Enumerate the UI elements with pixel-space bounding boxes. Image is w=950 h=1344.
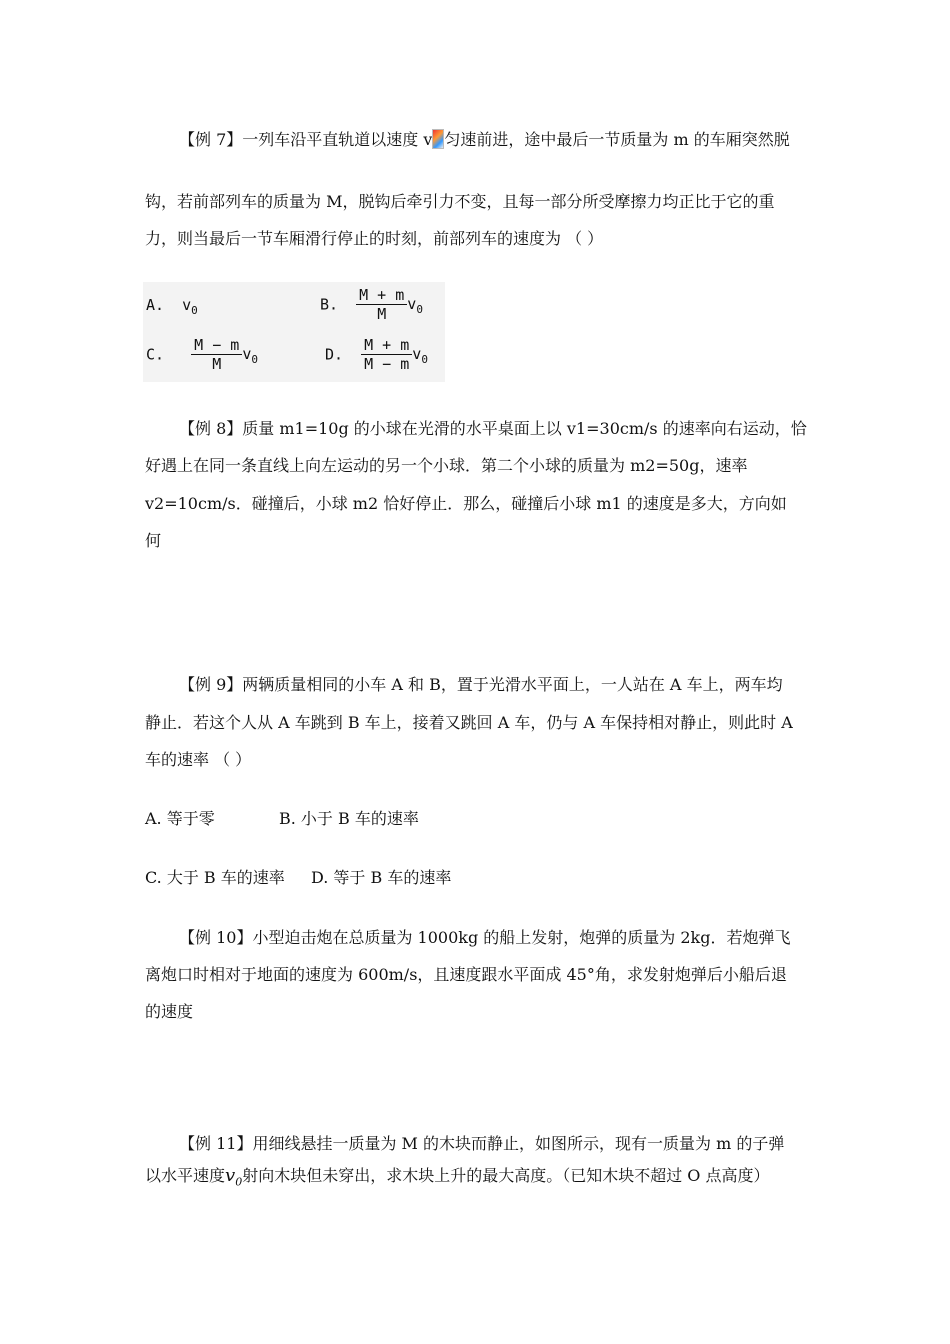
option-b: B. $\frac{M + m}{M}$ $v_0$ (320, 286, 423, 323)
broken-image-icon (432, 129, 444, 149)
ex10-line1: 【例 10】小型迫击炮在总质量为 1000kg 的船上发射，炮弹的质量为 2kg．若炮弹飞 (179, 928, 791, 947)
ex10-line2: 离炮口时相对于地面的速度为 600m/s，且速度跟水平面成 45°角，求发射炮弹后小船后退 (145, 965, 787, 984)
option-c: C. $\frac{M - m}{M}$ $v_0$ (146, 336, 258, 373)
v0-symbol: $v_0$ (225, 1165, 243, 1189)
ex8-line1: 【例 8】质量 m1=10g 的小球在光滑的水平桌面上以 v1=30cm/s 的速率向右运动，恰 (179, 419, 807, 438)
ex7-line1: 【例 7】一列车沿平直轨道以速度 v 匀速前进，途中最后一节质量为 m 的车厢突然脱 (179, 130, 790, 149)
ex9-line3: 车的速率 （ ） (145, 750, 252, 769)
ex9-option-a: A. 等于零 (145, 809, 215, 828)
ex9-options-ab (145, 800, 810, 837)
ex8-line2: 好遇上在同一条直线上向左运动的另一个小球．第二个小球的质量为 m2=50g，速率 (145, 456, 748, 475)
ex9-line1: 【例 9】两辆质量相同的小车 A 和 B，置于光滑水平面上，一人站在 A 车上，两车均 (179, 675, 783, 694)
option-d: D. $\frac{M + m}{M - m}$ $v_0$ (325, 336, 428, 373)
ex9-option-d: D. 等于 B 车的速率 (311, 868, 452, 887)
ex9-option-c: C. 大于 B 车的速率 (145, 868, 285, 887)
ex7-line3: 力，则当最后一节车厢滑行停止的时刻，前部列车的速度为 （ ） (145, 229, 604, 248)
ex9-line2: 静止．若这个人从 A 车跳到 B 车上，接着又跳回 A 车，仍与 A 车保持相对静止，则此时 A (145, 713, 793, 732)
option-a: A. $v_0$ (146, 296, 198, 317)
ex11-line2: 以水平速度$v_0$射向木块但未穿出，求木块上升的最大高度。（已知木块不超过 O 点高度） (145, 1165, 770, 1189)
ex9-option-b: B. 小于 B 车的速率 (279, 809, 419, 828)
ex7-line2: 钩，若前部列车的质量为 M，脱钩后牵引力不变，且每一部分所受摩擦力均正比于它的重 (145, 192, 775, 211)
ex8-line3: v2=10cm/s．碰撞后，小球 m2 恰好停止．那么，碰撞后小球 m1 的速度是多大，方向如 (145, 494, 787, 513)
ex7-options-image (143, 282, 445, 382)
ex9-options-cd (145, 859, 810, 896)
ex10-line3: 的速度 (145, 1002, 194, 1021)
ex8-line4: 何 (145, 531, 162, 550)
ex11-line1: 【例 11】用细线悬挂一质量为 M 的木块而静止，如图所示，现有一质量为 m 的子弹 (179, 1134, 785, 1153)
